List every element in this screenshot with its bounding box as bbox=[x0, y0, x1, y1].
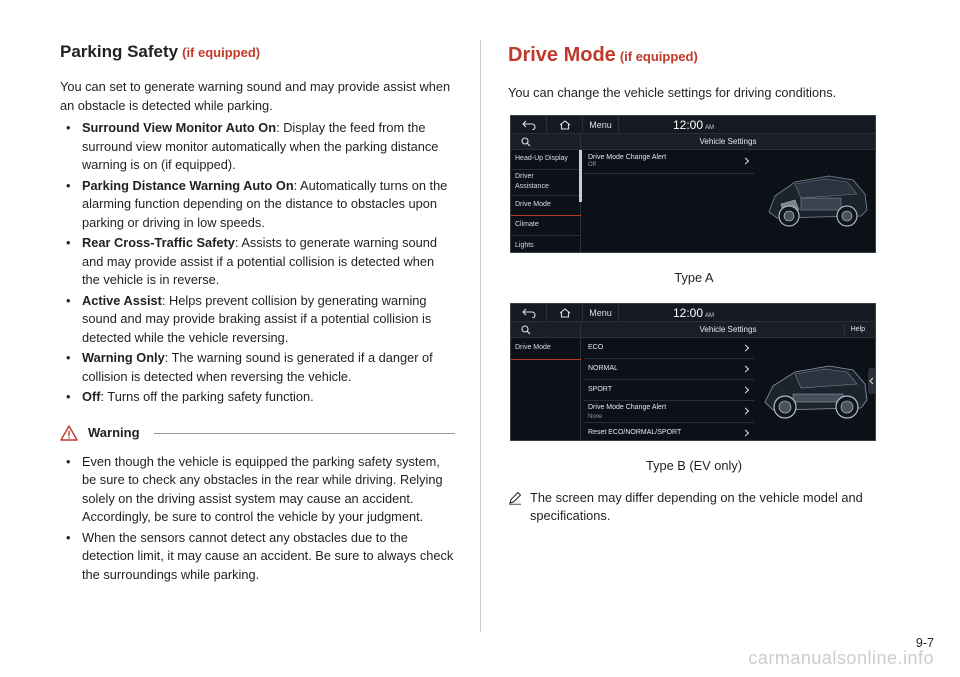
drive-mode-title: Drive Mode (if equipped) bbox=[508, 44, 698, 66]
caption-type-a: Type A bbox=[674, 269, 714, 285]
chevron-right-icon bbox=[742, 429, 749, 436]
home-icon bbox=[559, 120, 571, 130]
back-arrow-icon bbox=[522, 120, 536, 130]
sidebar-item-head-up-display[interactable]: Head-Up Display bbox=[511, 150, 581, 170]
panel-collapse-tab[interactable] bbox=[868, 368, 875, 394]
back-button[interactable] bbox=[511, 304, 547, 322]
home-button[interactable] bbox=[547, 116, 583, 134]
if-equipped-label: (if equipped) bbox=[182, 45, 261, 60]
sidebar-item-lights[interactable]: Lights bbox=[515, 241, 534, 249]
list-item: • When the sensors cannot detect any obstacles due to the detection limit, it may cause an accident. Be sure to always check the surroundings while parking. bbox=[60, 529, 455, 585]
column-divider bbox=[480, 40, 481, 632]
parking-safety-title: Parking Safety (if equipped) bbox=[60, 42, 261, 61]
clock: 12:00 AM bbox=[673, 117, 715, 132]
search-icon bbox=[521, 137, 531, 147]
screen-header-title: Vehicle Settings bbox=[699, 324, 757, 334]
chevron-left-icon bbox=[868, 368, 875, 394]
list-item: • Even though the vehicle is equipped the parking safety system, be sure to check any obstacles in the rear while driving. Relying solely on the driving assist system may cause an accident. Accordingly, be sure to control the vehicle by your judgment. bbox=[60, 453, 455, 527]
drive-mode-section bbox=[508, 40, 880, 526]
warning-divider bbox=[154, 433, 455, 434]
setting-row-reset[interactable]: Reset ECO/NORMAL/SPORT bbox=[584, 423, 754, 441]
parking-safety-section bbox=[60, 40, 455, 586]
list-item: • Off: Turns off the parking safety function. bbox=[60, 388, 455, 407]
chevron-right-icon bbox=[742, 386, 749, 393]
home-icon bbox=[559, 308, 571, 318]
search-button[interactable] bbox=[511, 322, 581, 338]
screen-type-b bbox=[510, 303, 876, 441]
parking-safety-list bbox=[60, 119, 455, 407]
sidebar-item-drive-mode[interactable]: Drive Mode bbox=[511, 196, 581, 216]
watermark: carmanualsonline.info bbox=[748, 648, 934, 668]
drive-mode-intro: You can change the vehicle settings for driving conditions. bbox=[508, 85, 837, 100]
setting-row-drive-mode-change-alert[interactable]: Drive Mode Change Alert None bbox=[584, 401, 754, 423]
parking-safety-intro: You can set to generate warning sound and may provide assist when an obstacle is detected while parking. bbox=[60, 79, 451, 113]
settings-sidebar bbox=[511, 150, 581, 252]
warning-header bbox=[60, 423, 455, 443]
sidebar-item-climate[interactable]: Climate bbox=[511, 216, 581, 236]
vehicle-xray-image bbox=[759, 352, 869, 428]
warning-list bbox=[60, 453, 455, 585]
search-button[interactable] bbox=[511, 134, 581, 150]
list-item: • Active Assist: Helps prevent collision by generating warning sound and may provide braking assist if a potential collision is detected while the vehicle reversing. bbox=[60, 292, 455, 348]
setting-row-eco[interactable]: ECO bbox=[584, 338, 754, 359]
list-item: • Warning Only: The warning sound is generated if a danger of collision is detected when reversing the vehicle. bbox=[60, 349, 455, 386]
chevron-right-icon bbox=[742, 365, 749, 372]
back-button[interactable] bbox=[511, 116, 547, 134]
page-number: 9-7 bbox=[915, 636, 934, 650]
screen-type-a bbox=[510, 115, 876, 253]
screen-top-bar bbox=[511, 304, 875, 322]
pencil-note-icon bbox=[508, 491, 522, 505]
sidebar-item-drive-mode[interactable]: Drive Mode bbox=[511, 338, 581, 360]
setting-row-sport[interactable]: SPORT bbox=[584, 380, 754, 401]
back-arrow-icon bbox=[522, 308, 536, 318]
warning-triangle-icon bbox=[60, 425, 78, 441]
information-note: The screen may differ depending on the vehicle model and specifications. bbox=[508, 489, 880, 526]
home-button[interactable] bbox=[547, 304, 583, 322]
if-equipped-label: (if equipped) bbox=[619, 49, 698, 64]
setting-row-normal[interactable]: NORMAL bbox=[584, 359, 754, 380]
clock: 12:00 AM bbox=[673, 305, 715, 320]
screen-header-title: Vehicle Settings bbox=[699, 136, 757, 146]
list-item: • Surround View Monitor Auto On: Display the feed from the surround view monitor automatically when the parking distance warning is on (if equipped). bbox=[60, 119, 455, 175]
list-item: • Rear Cross-Traffic Safety: Assists to generate warning sound and may provide assist if a potential collision is detected when the vehicle is in reverse. bbox=[60, 234, 455, 290]
sidebar-scrollbar[interactable] bbox=[579, 150, 582, 202]
setting-row-drive-mode-change-alert[interactable]: Drive Mode Change Alert Off bbox=[584, 150, 754, 174]
chevron-right-icon bbox=[742, 344, 749, 351]
menu-button[interactable]: Menu bbox=[583, 304, 619, 322]
help-button[interactable]: Help bbox=[844, 324, 871, 336]
screen-sub-bar bbox=[511, 322, 875, 338]
settings-sidebar bbox=[511, 338, 581, 440]
search-icon bbox=[521, 325, 531, 335]
warning-label: Warning bbox=[88, 425, 140, 440]
screen-top-bar bbox=[511, 116, 875, 134]
screen-sub-bar bbox=[511, 134, 875, 150]
list-item: • Parking Distance Warning Auto On: Automatically turns on the alarming function depending on the distance to obstacles upon parking or driving in low speeds. bbox=[60, 177, 455, 233]
menu-button[interactable]: Menu bbox=[583, 116, 619, 134]
sidebar-item-driver-assistance[interactable]: Driver Assistance bbox=[511, 170, 581, 196]
vehicle-xray-image bbox=[761, 160, 871, 236]
caption-type-b: Type B (EV only) bbox=[645, 457, 742, 473]
